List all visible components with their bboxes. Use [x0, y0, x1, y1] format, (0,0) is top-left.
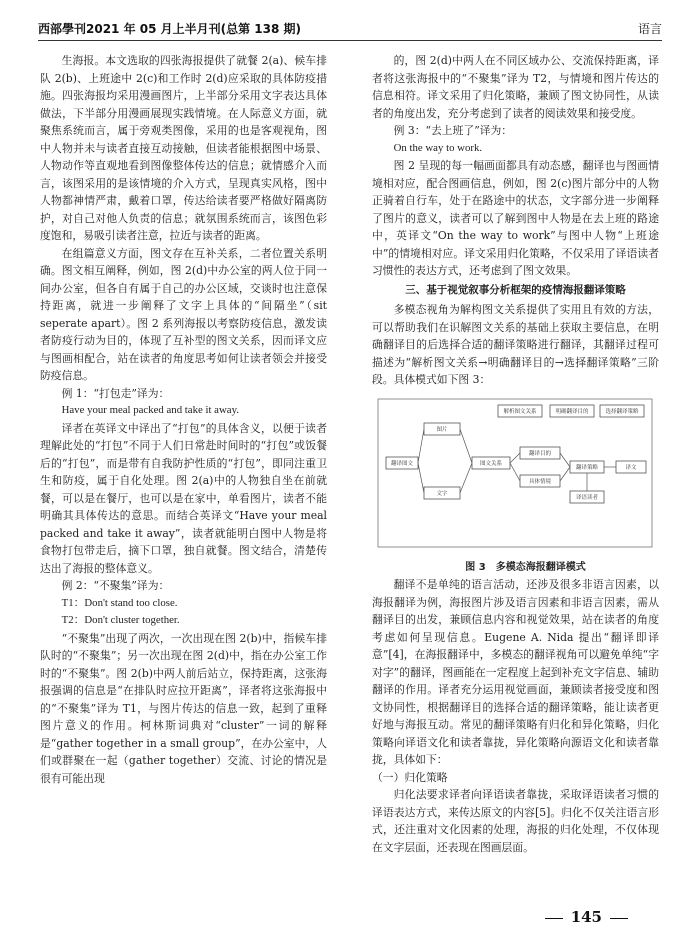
right-column: [372, 52, 659, 856]
figure-3-diagram: [372, 395, 659, 555]
diagram-node-label: 翻译图文: [390, 460, 414, 467]
diagram-arrow: [560, 467, 570, 481]
body-paragraph: 的，图 2(d)中两人在不同区域办公、交流保持距离，译者将这张海报中的“不聚集”译为 T2，与情境和图片传达的信息相符。译文采用了归化策略，兼顾了图文协同性，从读者的角度出发，充分考虑到了读者的阅读效果和接受度。: [372, 54, 659, 120]
english-translation: T2：Don't cluster together.: [61, 614, 180, 626]
diagram-node-label: 译文: [625, 464, 637, 471]
example-label: 例 2：“不聚集”译为：: [61, 579, 170, 592]
body-paragraph: 图 2 呈现的每一幅画面都具有动态感，翻译也与图画情境相对应，配合图画信息，例如，图 2(c)图片部分中的人物正骑着自行车，处于在路途中的状态，文字部分进一步阐释了图片的意义，读者可以了解到图中人物是在去上班的路途中，英译文“On the way to work”与图中人物“上班途中”的情境相对应。译文采用归化策略，不仅采用了译语读者习惯性的表达方式，还考虑到了图文效果。: [372, 159, 659, 277]
example-label: 例 1：“打包走”译为：: [61, 386, 170, 400]
body-paragraph: 译者在英译文中译出了“打包”的具体含义，以便于读者理解此处的“打包”不同于人们日常赴时间时的“打包”或饭餐后的“打包”，而是带有自我防护性质的“打包”，即同注重卫生和防疫，属于自化处理。图 2(a)中的人物独自坐在前就餐，可以是在餐厅，也可以是在家中，单看图片，读者不能明确其具体传达的意思。而结合英译文“Have your meal packed and take it away”，读者就能明白图中人物是将食物打包带走后，摘下口罩，独自就餐。图文结合，清楚传达出了海报的整体意义。: [40, 421, 327, 575]
diagram-arrow: [510, 463, 520, 481]
english-translation: Have your meal packed and take it away.: [61, 404, 239, 416]
diagram-node-label: 具体情境: [528, 478, 552, 485]
body-paragraph: 归化法要求译者向译语读者靠拢，采取译语读者习惯的译语表达方式，来传达原文的内容[5]。归化不仅关注语言形式，还注重对文化因素的处理，海报的归化处理，不仅体现在文字层面，还表现在图画层面。: [372, 788, 659, 854]
english-translation: T1：Don't stand too close.: [61, 596, 178, 609]
diagram-node-label: 明确翻译目的: [555, 408, 589, 415]
body-paragraph: “不聚集”出现了两次，一次出现在图 2(b)中，指候车排队时的“不聚集”；另一次出现在图 2(d)中，指在办公室工作时的“不聚集”。图 2(b)中两人前后站立，保持距离，这张海报强调的信息是“在排队时应拉开距离”，译者将这张海报中的“不聚集”译为 T1，与图片传达的信息一致，起到了重释图片意义的作用。柯林斯词典对“cluster”一词的解释是“gather together in a small group”，在办公室中，人们或群聚在一起（gather together）交流、讨论的情况是很有可能出现: [40, 631, 327, 785]
page-number: 145: [537, 908, 636, 926]
diagram-node-label: 图文关系: [479, 460, 503, 467]
diagram-node-label: 图片: [436, 426, 448, 433]
diagram-node-label: 文字: [436, 490, 448, 497]
running-header: [38, 18, 662, 40]
example-label: 例 3：“去上班了”译为：: [393, 124, 513, 137]
journal-title: 西部學刊2021 年 05 月上半月刊(总第 138 期): [38, 22, 302, 36]
diagram-arrow: [460, 463, 472, 493]
diagram-arrow: [418, 463, 424, 493]
english-translation: On the way to work.: [393, 141, 483, 154]
diagram-node-label: 翻译目的: [528, 450, 552, 457]
body-paragraph: 在组篇意义方面，图文存在互补关系，二者位置关系明确。图文相互阐释，例如，图 2(d)中办公室的两人位于同一间办公室，但各自有属于自己的办公区域，交谈时也注意保持距离，就进一步阐释了文字上具体的“间隔坐”（sit seperate apart）。图 2 系列海报以考察防疫信息，激发读者防疫行动为目的，体现了互补型的图文关系，因而译文应与图画相配合，站在读者的角度思考如何让读者领会并接受防疫信息。: [40, 246, 327, 382]
body-paragraph: 多模态视角为解构图文关系提供了实用且有效的方法，可以帮助我们在识解图文关系的基础上获取主要信息，在明确翻译目的后选择合适的翻译策略进行翻译，其翻译过程可描述为“解析图文关系→明确翻译目的→选择翻译策略”三阶段。具体模式如下图 3：: [372, 303, 659, 386]
diagram-node-label: 翻译策略: [575, 464, 599, 471]
body-paragraph: 翻译不是单纯的语言活动，还涉及很多非语言因素，以海报翻译为例，海报图片涉及语言因素和非语言因素，需从翻译目的出发，兼顾信息内容和视觉效果，站在读者的角度考虑如何呈现信息。Eugene A. Nida 提出“翻译即译意”[4]，在海报翻译中，多模态的翻译视角可以避免单纯“字对字”的翻译，图画能在一定程度上起到补充文字信息、辅助翻译的作用。译者充分运用视觉画面，兼顾读者接受度和图文协同性，根据翻译目的选择合适的翻译策略，能让读者更好地与海报互动。常见的翻译策略有归化和异化策略，归化策略向译语文化和读者靠拢，异化策略向源语文化和读者靠拢，具体如下：: [372, 578, 659, 766]
header-rule: [38, 40, 662, 41]
diagram-node-label: 解析图文关系: [503, 408, 537, 415]
subsection-heading: （一）归化策略: [372, 770, 448, 784]
figure-caption: 图 3 多模态海报翻译模式: [465, 561, 586, 573]
diagram-arrow: [510, 453, 520, 463]
diagram-node-label: 译语读者: [575, 494, 599, 501]
section-heading: 三、基于视觉叙事分析框架的疫情海报翻译策略: [405, 283, 626, 296]
section-name: 语言: [637, 22, 662, 36]
diagram-arrow: [418, 429, 424, 463]
left-column: [40, 52, 327, 787]
diagram-frame: [378, 399, 652, 547]
diagram-arrow: [560, 453, 570, 467]
translation-mode-diagram: [372, 395, 659, 555]
diagram-arrow: [460, 429, 472, 463]
diagram-node-label: 选择翻译策略: [605, 408, 639, 415]
body-paragraph: 生海报。本文选取的四张海报提供了就餐 2(a)、候车排队 2(b)、上班途中 2(c)和工作时 2(d)应采取的具体防疫措施。四张海报均采用漫画图片，上半部分采用文字表达具体做法，下半部分用漫画展现实践情境。在人际意义方面，就聚焦系统而言，属于旁观类图像，采用的也是客观视角，图中人物并未与读者直接互动接触，但读者能根据图中场景、人物动作等直观地看到图像整体传达的信息；就情感介入而言，该图采用的是该情境的介入方式，呈现真实风格，图中人物都神情严肃，戴着口罩，传达给读者要严格做好隔离防护，对自己对他人负责的信息；就氛围系统而言，该图色彩度饱和，易吸引读者注意，拉近与读者的距离。: [40, 54, 327, 242]
